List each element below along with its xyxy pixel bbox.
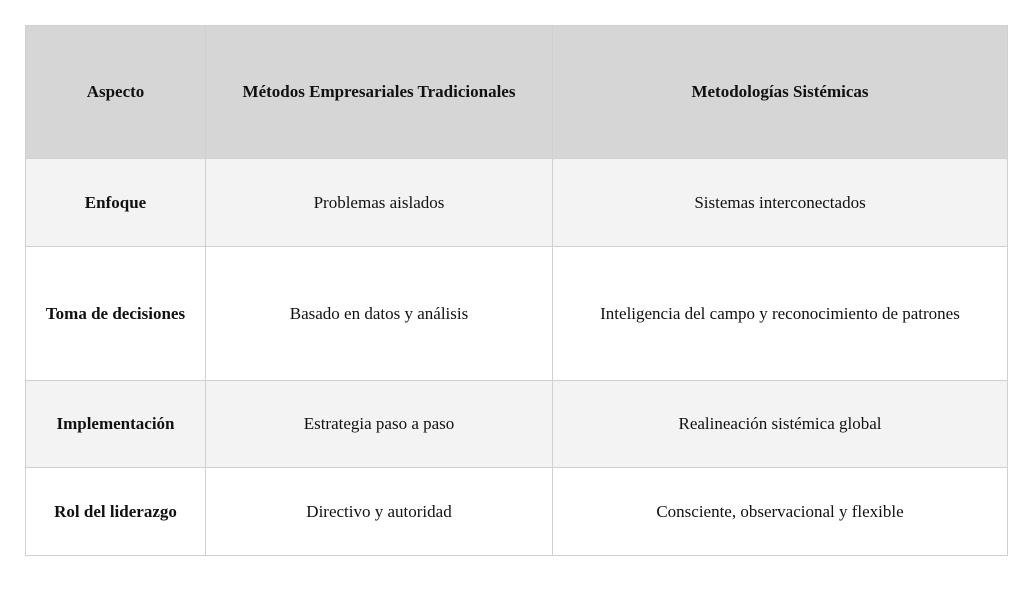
table-cell: Estrategia paso a paso xyxy=(206,381,553,468)
table-row xyxy=(26,468,1008,556)
table-cell: Realineación sistémica global xyxy=(553,381,1008,468)
comparison-table xyxy=(25,25,1008,556)
table-row xyxy=(26,247,1008,381)
table-cell: Directivo y autoridad xyxy=(206,468,553,556)
table-row xyxy=(26,159,1008,247)
table-cell: Problemas aislados xyxy=(206,159,553,247)
row-label-cell: Rol del liderazgo xyxy=(26,468,206,556)
header-row xyxy=(26,26,1008,159)
table-header xyxy=(26,26,1008,159)
table-cell: Basado en datos y análisis xyxy=(206,247,553,381)
row-label-cell: Implementación xyxy=(26,381,206,468)
table-row xyxy=(26,381,1008,468)
header-cell-systemic: Metodologías Sistémicas xyxy=(553,26,1008,159)
table-body xyxy=(26,159,1008,556)
row-label-cell: Toma de decisiones xyxy=(26,247,206,381)
table-cell: Sistemas interconectados xyxy=(553,159,1008,247)
table-cell: Consciente, observacional y flexible xyxy=(553,468,1008,556)
header-cell-traditional: Métodos Empresariales Tradicionales xyxy=(206,26,553,159)
header-cell-aspect: Aspecto xyxy=(26,26,206,159)
table-cell: Inteligencia del campo y reconocimiento de patrones xyxy=(553,247,1008,381)
row-label-cell: Enfoque xyxy=(26,159,206,247)
